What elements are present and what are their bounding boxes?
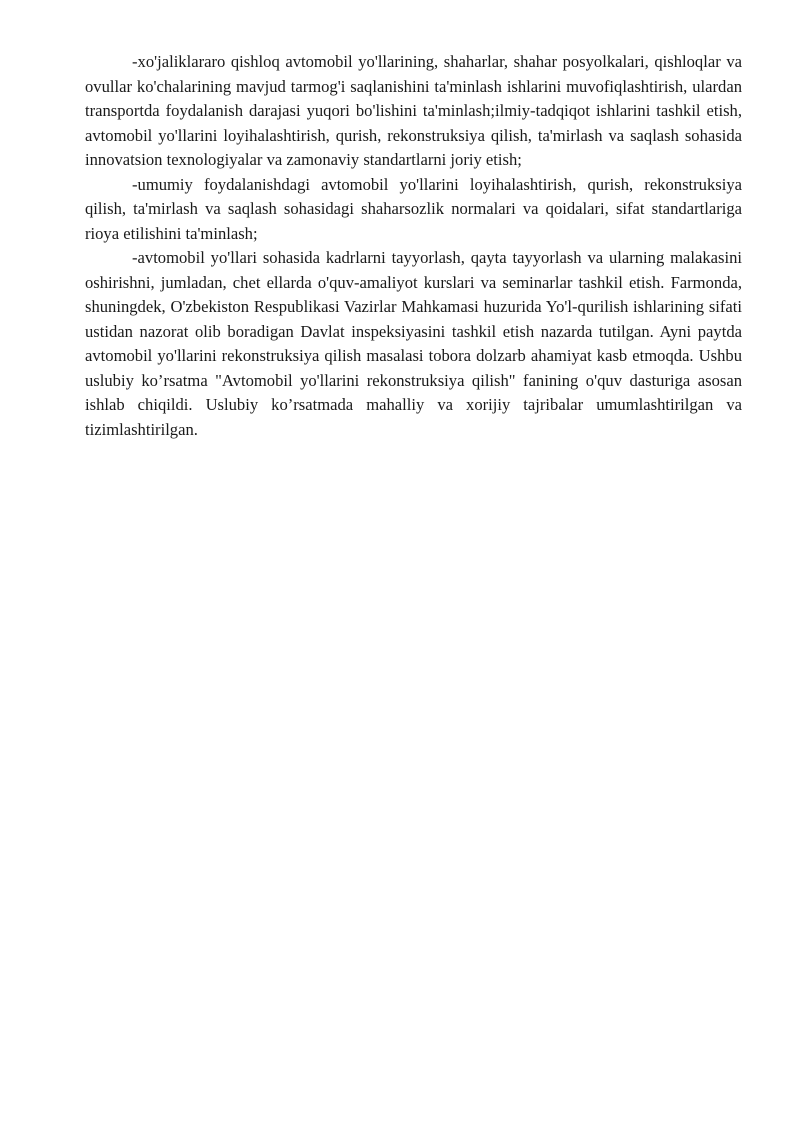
paragraph-1: -xo'jaliklararo qishloq avtomobil yo'llarining, shaharlar, shahar posyolkalari, qishloqlar va ovullar ko'chalarining mavjud tarmog'i saqlanishini ta'minlash ishlarini muvofiqlashtirish, ulardan transportda foydalanish darajasi yuqori bo'lishini ta'minlash;ilmiy-tadqiqot ishlarini tashkil etish, avtomobil yo'llarini loyihalashtirish, qurish, rekonstruksiya qilish, ta'mirlash va saqlash sohasida innovatsion texnologiyalar va zamonaviy standartlarni joriy etish; [85,52,742,169]
body-text [85,50,742,442]
paragraph-3: -avtomobil yo'llari sohasida kadrlarni tayyorlash, qayta tayyorlash va ularning malakasini oshirishni, jumladan, chet ellarda o'quv-amaliyot kurslari va seminarlar tashkil etish. Farmonda, shuningdek, O'zbekiston Respublikasi Vazirlar Mahkamasi huzurida Yo'l-qurilish ishlarining sifati ustidan nazorat olib boradigan Davlat inspeksiyasini tashkil etish nazarda tutilgan. Ayni paytda avtomobil yo'llarini rekonstruksiya qilish masalasi tobora dolzarb ahamiyat kasb etmoqda. Ushbu uslubiy ko’rsatma "Avtomobil yo'llarini rekonstruksiya qilish" fanining o'quv dasturiga asosan ishlab chiqildi. Uslubiy ko’rsatmada mahalliy va xorijiy tajribalar umumlashtirilgan va tizimlashtirilgan. [85,248,742,439]
paragraph-2: -umumiy foydalanishdagi avtomobil yo'llarini loyihalashtirish, qurish, rekonstruksiya qilish, ta'mirlash va saqlash sohasidagi shaharsozlik normalari va qoidalari, sifat standartlariga rioya etilishini ta'minlash; [85,174,742,243]
